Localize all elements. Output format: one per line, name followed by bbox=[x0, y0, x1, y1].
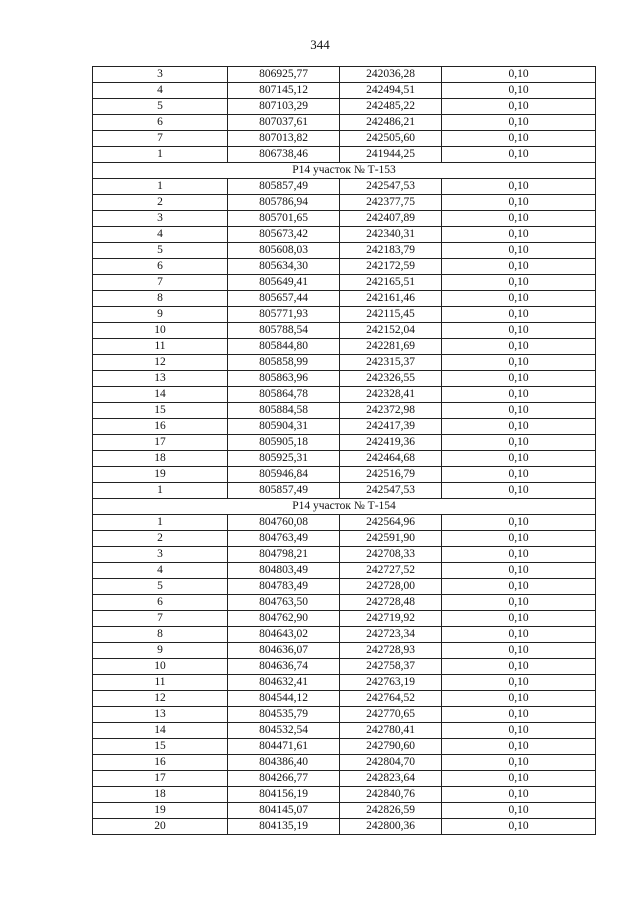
point-number-cell: 4 bbox=[93, 563, 228, 579]
accuracy-cell: 0,10 bbox=[442, 275, 596, 291]
point-number-cell: 15 bbox=[93, 403, 228, 419]
y-coordinate-cell: 242719,92 bbox=[340, 611, 442, 627]
y-coordinate-cell: 242486,21 bbox=[340, 115, 442, 131]
table-row bbox=[93, 83, 596, 99]
x-coordinate-cell: 805904,31 bbox=[228, 419, 340, 435]
x-coordinate-cell: 804156,19 bbox=[228, 787, 340, 803]
y-coordinate-cell: 242340,31 bbox=[340, 227, 442, 243]
x-coordinate-cell: 805649,41 bbox=[228, 275, 340, 291]
table-row bbox=[93, 339, 596, 355]
y-coordinate-cell: 242547,53 bbox=[340, 179, 442, 195]
table-row bbox=[93, 483, 596, 499]
section-heading-row bbox=[93, 499, 596, 515]
accuracy-cell: 0,10 bbox=[442, 291, 596, 307]
accuracy-cell: 0,10 bbox=[442, 387, 596, 403]
accuracy-cell: 0,10 bbox=[442, 739, 596, 755]
point-number-cell: 11 bbox=[93, 339, 228, 355]
y-coordinate-cell: 242804,70 bbox=[340, 755, 442, 771]
x-coordinate-cell: 806925,77 bbox=[228, 67, 340, 83]
point-number-cell: 13 bbox=[93, 371, 228, 387]
table-row bbox=[93, 211, 596, 227]
y-coordinate-cell: 242494,51 bbox=[340, 83, 442, 99]
accuracy-cell: 0,10 bbox=[442, 307, 596, 323]
x-coordinate-cell: 806738,46 bbox=[228, 147, 340, 163]
point-number-cell: 1 bbox=[93, 515, 228, 531]
point-number-cell: 7 bbox=[93, 131, 228, 147]
accuracy-cell: 0,10 bbox=[442, 227, 596, 243]
y-coordinate-cell: 242172,59 bbox=[340, 259, 442, 275]
y-coordinate-cell: 242417,39 bbox=[340, 419, 442, 435]
x-coordinate-cell: 805946,84 bbox=[228, 467, 340, 483]
coordinates-table bbox=[92, 66, 596, 835]
point-number-cell: 3 bbox=[93, 547, 228, 563]
y-coordinate-cell: 242800,36 bbox=[340, 819, 442, 835]
accuracy-cell: 0,10 bbox=[442, 243, 596, 259]
y-coordinate-cell: 242326,55 bbox=[340, 371, 442, 387]
accuracy-cell: 0,10 bbox=[442, 179, 596, 195]
table-row bbox=[93, 707, 596, 723]
accuracy-cell: 0,10 bbox=[442, 723, 596, 739]
x-coordinate-cell: 805673,42 bbox=[228, 227, 340, 243]
x-coordinate-cell: 804636,07 bbox=[228, 643, 340, 659]
table-row bbox=[93, 243, 596, 259]
y-coordinate-cell: 242758,37 bbox=[340, 659, 442, 675]
y-coordinate-cell: 242115,45 bbox=[340, 307, 442, 323]
point-number-cell: 12 bbox=[93, 691, 228, 707]
table-row bbox=[93, 179, 596, 195]
y-coordinate-cell: 242315,37 bbox=[340, 355, 442, 371]
table-row bbox=[93, 259, 596, 275]
table-row bbox=[93, 787, 596, 803]
table-row bbox=[93, 643, 596, 659]
y-coordinate-cell: 242840,76 bbox=[340, 787, 442, 803]
x-coordinate-cell: 805863,96 bbox=[228, 371, 340, 387]
y-coordinate-cell: 242780,41 bbox=[340, 723, 442, 739]
point-number-cell: 16 bbox=[93, 755, 228, 771]
section-heading: Р14 участок № Т-153 bbox=[93, 163, 596, 179]
table-row bbox=[93, 595, 596, 611]
table-row bbox=[93, 67, 596, 83]
point-number-cell: 6 bbox=[93, 115, 228, 131]
y-coordinate-cell: 242728,00 bbox=[340, 579, 442, 595]
table-row bbox=[93, 819, 596, 835]
accuracy-cell: 0,10 bbox=[442, 595, 596, 611]
accuracy-cell: 0,10 bbox=[442, 483, 596, 499]
table-row bbox=[93, 291, 596, 307]
table-row bbox=[93, 147, 596, 163]
point-number-cell: 13 bbox=[93, 707, 228, 723]
point-number-cell: 2 bbox=[93, 531, 228, 547]
y-coordinate-cell: 241944,25 bbox=[340, 147, 442, 163]
x-coordinate-cell: 804544,12 bbox=[228, 691, 340, 707]
y-coordinate-cell: 242372,98 bbox=[340, 403, 442, 419]
y-coordinate-cell: 242564,96 bbox=[340, 515, 442, 531]
table-row bbox=[93, 803, 596, 819]
y-coordinate-cell: 242764,52 bbox=[340, 691, 442, 707]
x-coordinate-cell: 804532,54 bbox=[228, 723, 340, 739]
y-coordinate-cell: 242485,22 bbox=[340, 99, 442, 115]
table-row bbox=[93, 307, 596, 323]
x-coordinate-cell: 804135,19 bbox=[228, 819, 340, 835]
point-number-cell: 19 bbox=[93, 803, 228, 819]
y-coordinate-cell: 242328,41 bbox=[340, 387, 442, 403]
point-number-cell: 5 bbox=[93, 99, 228, 115]
y-coordinate-cell: 242161,46 bbox=[340, 291, 442, 307]
x-coordinate-cell: 805634,30 bbox=[228, 259, 340, 275]
point-number-cell: 2 bbox=[93, 195, 228, 211]
table-row bbox=[93, 675, 596, 691]
accuracy-cell: 0,10 bbox=[442, 371, 596, 387]
point-number-cell: 5 bbox=[93, 243, 228, 259]
y-coordinate-cell: 242790,60 bbox=[340, 739, 442, 755]
point-number-cell: 3 bbox=[93, 67, 228, 83]
y-coordinate-cell: 242377,75 bbox=[340, 195, 442, 211]
table-row bbox=[93, 275, 596, 291]
point-number-cell: 18 bbox=[93, 451, 228, 467]
x-coordinate-cell: 805608,03 bbox=[228, 243, 340, 259]
table-row bbox=[93, 451, 596, 467]
y-coordinate-cell: 242464,68 bbox=[340, 451, 442, 467]
table-row bbox=[93, 771, 596, 787]
accuracy-cell: 0,10 bbox=[442, 131, 596, 147]
table-row bbox=[93, 99, 596, 115]
x-coordinate-cell: 804386,40 bbox=[228, 755, 340, 771]
x-coordinate-cell: 807145,12 bbox=[228, 83, 340, 99]
point-number-cell: 7 bbox=[93, 275, 228, 291]
point-number-cell: 17 bbox=[93, 435, 228, 451]
point-number-cell: 1 bbox=[93, 179, 228, 195]
x-coordinate-cell: 805925,31 bbox=[228, 451, 340, 467]
table-row bbox=[93, 531, 596, 547]
accuracy-cell: 0,10 bbox=[442, 195, 596, 211]
x-coordinate-cell: 805905,18 bbox=[228, 435, 340, 451]
y-coordinate-cell: 242516,79 bbox=[340, 467, 442, 483]
point-number-cell: 18 bbox=[93, 787, 228, 803]
y-coordinate-cell: 242281,69 bbox=[340, 339, 442, 355]
y-coordinate-cell: 242708,33 bbox=[340, 547, 442, 563]
table-row bbox=[93, 467, 596, 483]
x-coordinate-cell: 804145,07 bbox=[228, 803, 340, 819]
y-coordinate-cell: 242407,89 bbox=[340, 211, 442, 227]
table-row bbox=[93, 691, 596, 707]
point-number-cell: 17 bbox=[93, 771, 228, 787]
point-number-cell: 8 bbox=[93, 291, 228, 307]
y-coordinate-cell: 242419,36 bbox=[340, 435, 442, 451]
y-coordinate-cell: 242728,93 bbox=[340, 643, 442, 659]
point-number-cell: 11 bbox=[93, 675, 228, 691]
table-row bbox=[93, 227, 596, 243]
x-coordinate-cell: 805701,65 bbox=[228, 211, 340, 227]
y-coordinate-cell: 242770,65 bbox=[340, 707, 442, 723]
accuracy-cell: 0,10 bbox=[442, 707, 596, 723]
x-coordinate-cell: 805884,58 bbox=[228, 403, 340, 419]
x-coordinate-cell: 805844,80 bbox=[228, 339, 340, 355]
table-row bbox=[93, 611, 596, 627]
x-coordinate-cell: 807013,82 bbox=[228, 131, 340, 147]
accuracy-cell: 0,10 bbox=[442, 547, 596, 563]
x-coordinate-cell: 804763,50 bbox=[228, 595, 340, 611]
point-number-cell: 6 bbox=[93, 595, 228, 611]
x-coordinate-cell: 805786,94 bbox=[228, 195, 340, 211]
x-coordinate-cell: 804803,49 bbox=[228, 563, 340, 579]
x-coordinate-cell: 804636,74 bbox=[228, 659, 340, 675]
x-coordinate-cell: 804763,49 bbox=[228, 531, 340, 547]
y-coordinate-cell: 242823,64 bbox=[340, 771, 442, 787]
table-row bbox=[93, 115, 596, 131]
accuracy-cell: 0,10 bbox=[442, 515, 596, 531]
coordinates-table-body bbox=[93, 67, 596, 835]
accuracy-cell: 0,10 bbox=[442, 819, 596, 835]
point-number-cell: 14 bbox=[93, 723, 228, 739]
x-coordinate-cell: 804632,41 bbox=[228, 675, 340, 691]
accuracy-cell: 0,10 bbox=[442, 643, 596, 659]
x-coordinate-cell: 804535,79 bbox=[228, 707, 340, 723]
point-number-cell: 16 bbox=[93, 419, 228, 435]
accuracy-cell: 0,10 bbox=[442, 803, 596, 819]
point-number-cell: 1 bbox=[93, 483, 228, 499]
x-coordinate-cell: 805857,49 bbox=[228, 483, 340, 499]
accuracy-cell: 0,10 bbox=[442, 451, 596, 467]
accuracy-cell: 0,10 bbox=[442, 627, 596, 643]
point-number-cell: 20 bbox=[93, 819, 228, 835]
accuracy-cell: 0,10 bbox=[442, 403, 596, 419]
y-coordinate-cell: 242183,79 bbox=[340, 243, 442, 259]
table-row bbox=[93, 723, 596, 739]
accuracy-cell: 0,10 bbox=[442, 99, 596, 115]
point-number-cell: 12 bbox=[93, 355, 228, 371]
point-number-cell: 10 bbox=[93, 323, 228, 339]
table-row bbox=[93, 435, 596, 451]
y-coordinate-cell: 242152,04 bbox=[340, 323, 442, 339]
accuracy-cell: 0,10 bbox=[442, 579, 596, 595]
point-number-cell: 4 bbox=[93, 83, 228, 99]
accuracy-cell: 0,10 bbox=[442, 563, 596, 579]
point-number-cell: 9 bbox=[93, 643, 228, 659]
y-coordinate-cell: 242728,48 bbox=[340, 595, 442, 611]
table-row bbox=[93, 355, 596, 371]
accuracy-cell: 0,10 bbox=[442, 787, 596, 803]
accuracy-cell: 0,10 bbox=[442, 67, 596, 83]
accuracy-cell: 0,10 bbox=[442, 467, 596, 483]
x-coordinate-cell: 804266,77 bbox=[228, 771, 340, 787]
table-row bbox=[93, 739, 596, 755]
table-row bbox=[93, 547, 596, 563]
accuracy-cell: 0,10 bbox=[442, 611, 596, 627]
x-coordinate-cell: 804471,61 bbox=[228, 739, 340, 755]
x-coordinate-cell: 805657,44 bbox=[228, 291, 340, 307]
point-number-cell: 8 bbox=[93, 627, 228, 643]
x-coordinate-cell: 804762,90 bbox=[228, 611, 340, 627]
table-row bbox=[93, 387, 596, 403]
x-coordinate-cell: 807037,61 bbox=[228, 115, 340, 131]
table-row bbox=[93, 371, 596, 387]
table-row bbox=[93, 659, 596, 675]
point-number-cell: 5 bbox=[93, 579, 228, 595]
y-coordinate-cell: 242763,19 bbox=[340, 675, 442, 691]
table-row bbox=[93, 403, 596, 419]
accuracy-cell: 0,10 bbox=[442, 659, 596, 675]
point-number-cell: 3 bbox=[93, 211, 228, 227]
x-coordinate-cell: 805788,54 bbox=[228, 323, 340, 339]
accuracy-cell: 0,10 bbox=[442, 771, 596, 787]
y-coordinate-cell: 242036,28 bbox=[340, 67, 442, 83]
x-coordinate-cell: 804643,02 bbox=[228, 627, 340, 643]
accuracy-cell: 0,10 bbox=[442, 435, 596, 451]
accuracy-cell: 0,10 bbox=[442, 675, 596, 691]
section-heading-row bbox=[93, 163, 596, 179]
accuracy-cell: 0,10 bbox=[442, 323, 596, 339]
page-number: 344 bbox=[310, 37, 330, 52]
table-row bbox=[93, 755, 596, 771]
accuracy-cell: 0,10 bbox=[442, 259, 596, 275]
x-coordinate-cell: 805857,49 bbox=[228, 179, 340, 195]
y-coordinate-cell: 242591,90 bbox=[340, 531, 442, 547]
table-row bbox=[93, 579, 596, 595]
accuracy-cell: 0,10 bbox=[442, 419, 596, 435]
point-number-cell: 6 bbox=[93, 259, 228, 275]
y-coordinate-cell: 242826,59 bbox=[340, 803, 442, 819]
accuracy-cell: 0,10 bbox=[442, 691, 596, 707]
accuracy-cell: 0,10 bbox=[442, 755, 596, 771]
accuracy-cell: 0,10 bbox=[442, 115, 596, 131]
x-coordinate-cell: 804798,21 bbox=[228, 547, 340, 563]
x-coordinate-cell: 805858,99 bbox=[228, 355, 340, 371]
accuracy-cell: 0,10 bbox=[442, 147, 596, 163]
accuracy-cell: 0,10 bbox=[442, 339, 596, 355]
y-coordinate-cell: 242547,53 bbox=[340, 483, 442, 499]
x-coordinate-cell: 804760,08 bbox=[228, 515, 340, 531]
point-number-cell: 19 bbox=[93, 467, 228, 483]
point-number-cell: 15 bbox=[93, 739, 228, 755]
accuracy-cell: 0,10 bbox=[442, 83, 596, 99]
table-row bbox=[93, 515, 596, 531]
accuracy-cell: 0,10 bbox=[442, 355, 596, 371]
y-coordinate-cell: 242505,60 bbox=[340, 131, 442, 147]
x-coordinate-cell: 804783,49 bbox=[228, 579, 340, 595]
section-heading: Р14 участок № Т-154 bbox=[93, 499, 596, 515]
point-number-cell: 9 bbox=[93, 307, 228, 323]
point-number-cell: 10 bbox=[93, 659, 228, 675]
y-coordinate-cell: 242727,52 bbox=[340, 563, 442, 579]
table-row bbox=[93, 131, 596, 147]
point-number-cell: 1 bbox=[93, 147, 228, 163]
table-row bbox=[93, 323, 596, 339]
table-row bbox=[93, 627, 596, 643]
x-coordinate-cell: 805864,78 bbox=[228, 387, 340, 403]
table-row bbox=[93, 563, 596, 579]
point-number-cell: 7 bbox=[93, 611, 228, 627]
table-row bbox=[93, 419, 596, 435]
y-coordinate-cell: 242723,34 bbox=[340, 627, 442, 643]
x-coordinate-cell: 805771,93 bbox=[228, 307, 340, 323]
table-row bbox=[93, 195, 596, 211]
point-number-cell: 14 bbox=[93, 387, 228, 403]
accuracy-cell: 0,10 bbox=[442, 531, 596, 547]
point-number-cell: 4 bbox=[93, 227, 228, 243]
x-coordinate-cell: 807103,29 bbox=[228, 99, 340, 115]
y-coordinate-cell: 242165,51 bbox=[340, 275, 442, 291]
accuracy-cell: 0,10 bbox=[442, 211, 596, 227]
